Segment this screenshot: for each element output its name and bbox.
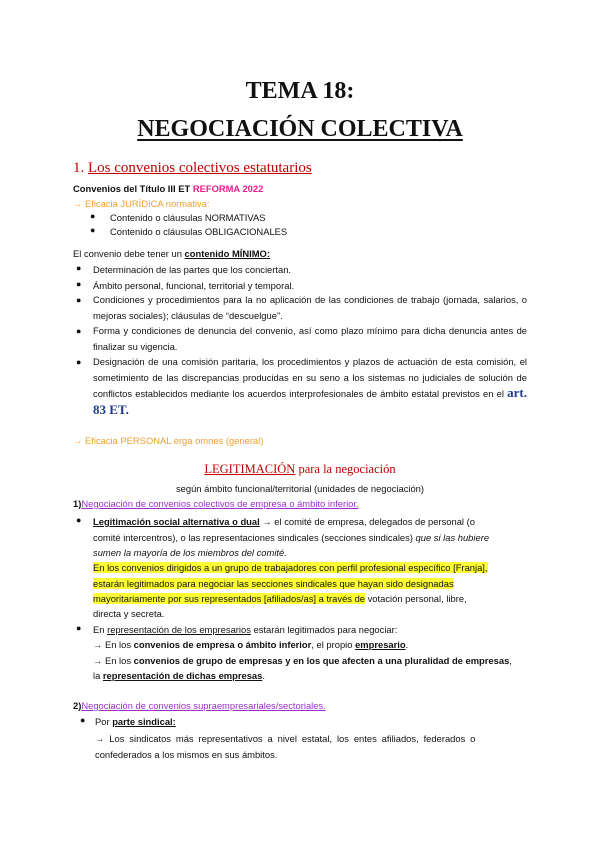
b1-line1 (93, 515, 475, 528)
highlight-line3 (93, 592, 467, 605)
bullet-icon: ● (76, 326, 82, 336)
bullet-icon: ● (80, 715, 86, 725)
b2-sub3-pre: la (93, 670, 103, 681)
eficacia-juridica: → Eficacia JURÍDICA normativa: (73, 198, 210, 209)
b1-line3: sumen la mayoría de los miembros del comité. (93, 547, 287, 558)
legitimacion-heading-rest: para la negociación (295, 462, 396, 476)
section1-subheading (73, 182, 263, 195)
b2-sub2-end: , (509, 655, 512, 666)
bullet-icon: ● (90, 211, 96, 221)
b1-line2 (93, 531, 489, 544)
b2-sub2-pre: → En los (93, 655, 134, 666)
comision-text: Designación de una comisión paritaria, los procedimientos y plazos de actuación de esta comisión, el sometimiento de las discrepancias producidas en su seno a los sistemas no judiciales de solución de conflictos establecidos mediante los acuerdos interprofesionales de ámbito estatal previstos en el (93, 356, 527, 400)
art-reference: art. 83 ET. (93, 385, 527, 417)
c1-line (95, 715, 176, 728)
highlight-text: estarán legitimados para negociar las secciones sindicales que hayan sido designadas (93, 578, 454, 589)
bullet-icon: ● (76, 295, 82, 305)
item2-number: 2) (73, 700, 82, 711)
section1-title: Los convenios colectivos estatutarios (88, 160, 312, 176)
legitimacion-heading-u: LEGITIMACIÓN (204, 462, 296, 476)
section1-number: 1. (73, 160, 85, 176)
b2-sub1-end: . (405, 639, 409, 650)
empresario-label: empresario (355, 639, 406, 650)
minimo-label: contenido MÍNIMO: (184, 248, 270, 259)
minimo-intro-text: El convenio debe tener un (73, 248, 182, 259)
legitimacion-dual-label: Legitimación social alternativa o dual (93, 516, 260, 527)
b2-sub1-bold: convenios de empresa o ámbito inferior (133, 639, 312, 650)
legitimacion-subtitle: según ámbito funcional/territorial (unidades de negociación) (175, 483, 425, 494)
highlight-line1 (93, 561, 488, 574)
item1-heading (73, 497, 359, 510)
b2-sub2 (93, 654, 512, 667)
minimo-item: Ámbito personal, funcional, territorial y temporal. (93, 280, 295, 291)
b2-sub3-end: . (262, 670, 265, 681)
bullet-icon: ● (76, 263, 82, 273)
contenido-item: Contenido o cláusulas OBLIGACIONALES (110, 226, 288, 237)
b1-italic: que si las hubiere (412, 532, 490, 543)
bullet-icon: ● (76, 357, 82, 367)
page-title-line2: NEGOCIACIÓN COLECTIVA (137, 116, 463, 142)
section1-heading (73, 160, 312, 177)
item2-heading (73, 699, 326, 712)
bullet-icon: ● (76, 279, 82, 289)
highlight-text: En los convenios dirigidos a un grupo de trabajadores con perfil profesional específico [Franja], (93, 562, 488, 573)
b2-line (93, 623, 397, 636)
highlight-line4: directa y secreta. (93, 608, 165, 619)
parte-sindical-label: parte sindical: (112, 716, 176, 727)
b2-pre: En (93, 624, 108, 635)
b2-sub1-pre: → En los (93, 639, 134, 650)
contenido-item: Contenido o cláusulas NORMATIVAS (110, 212, 266, 223)
b2-post: estarán legitimados para negociar: (250, 624, 398, 635)
subheading-text: Convenios del Título III ET (73, 183, 191, 194)
reform-badge: REFORMA 2022 (192, 183, 264, 194)
empresarios-label: representación de los empresarios (107, 624, 251, 635)
highlight-line2 (93, 577, 454, 590)
bullet-icon: ● (76, 623, 82, 633)
b2-sub1-mid: , el propio (311, 639, 356, 650)
b2-sub1 (93, 638, 408, 651)
minimo-item-comision (93, 354, 527, 418)
minimo-intro (73, 247, 270, 260)
minimo-item: Determinación de las partes que los conciertan. (93, 264, 292, 275)
item2-title: Negociación de convenios supraempresariales/sectoriales. (81, 700, 326, 711)
page-title-line1: TEMA 18: (245, 78, 355, 104)
bullet-icon: ● (90, 225, 96, 235)
item1-title: Negociación de convenios colectivos de empresa o ámbito inferior. (81, 498, 359, 509)
b2-sub2-bold: convenios de grupo de empresas y en los que afecten a una pluralidad de empresas (133, 655, 510, 666)
b1-text1: → el comité de empresa, delegados de personal (o (259, 516, 475, 527)
item1-number: 1) (73, 498, 82, 509)
c1-sub1: → Los sindicatos más representativos a nivel estatal, los entes afiliados, federados o (95, 733, 476, 744)
hl-rest-text: votación personal, libre, (365, 593, 467, 604)
minimo-item: Forma y condiciones de denuncia del convenio, así como plazo mínimo para dicha denuncia antes de finalizar su vigencia. (93, 325, 527, 352)
minimo-item: Condiciones y procedimientos para la no aplicación de las condiciones de trabajo (jornada, salarios, o mejoras sociales); cláusulas de “descuelgue”. (93, 294, 527, 321)
highlight-text: mayoritariamente por sus representados [afiliados/as] a través de (93, 593, 366, 604)
c1-pre: Por (95, 716, 113, 727)
c1-sub2: confederados a los mismos en sus ámbitos. (95, 749, 278, 760)
b2-sub3-bold: representación de dichas empresas (102, 670, 263, 681)
bullet-icon: ● (76, 515, 82, 525)
legitimacion-heading (0, 462, 600, 477)
eficacia-personal: → Eficacia PERSONAL erga omnes (general) (73, 435, 264, 446)
b2-sub3 (93, 669, 265, 682)
b1-text2: comité intercentros), o las representaciones sindicales (secciones sindicales) (93, 532, 413, 543)
